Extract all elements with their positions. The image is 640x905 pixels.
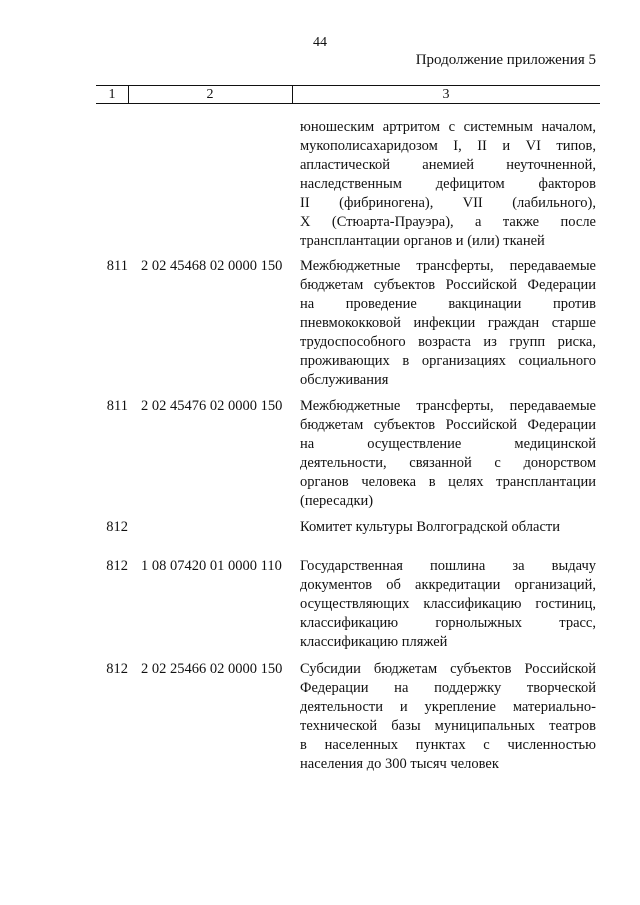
description-line: населения до 300 тысяч человек xyxy=(300,756,499,772)
description-line: классификацию горнолыжных трасс, xyxy=(300,615,596,631)
description-line: наследственным дефицитом факторов xyxy=(300,176,596,192)
description-line: на осуществление медицинской xyxy=(300,436,596,452)
admin-code-cell: 811 xyxy=(106,258,128,274)
description-line: II (фибриногена), VII (лабильного), xyxy=(300,195,596,211)
description-line: трудоспособного возраста из групп риска, xyxy=(300,334,596,350)
description-line: обслуживания xyxy=(300,372,389,388)
revenue-code-cell: 1 08 07420 01 0000 110 xyxy=(141,558,282,574)
table-header-top-rule xyxy=(96,85,600,86)
description-line: в населенных пунктах с численностью xyxy=(300,737,596,753)
description-line: мукополисахаридозом I, II и VI типов, xyxy=(300,138,596,154)
description-line: Межбюджетные трансферты, передаваемые xyxy=(300,258,596,274)
description-line: бюджетам субъектов Российской Федерации xyxy=(300,417,596,433)
description-line: деятельности и укрепление материально- xyxy=(300,699,596,715)
admin-code-cell: 812 xyxy=(106,661,128,677)
description-cell xyxy=(300,660,596,774)
description-line: Государственная пошлина за выдачу xyxy=(300,558,596,574)
description-cell xyxy=(300,518,596,537)
page-number: 44 xyxy=(313,35,327,50)
table-header-bottom-rule xyxy=(96,103,600,104)
table-header-col-3: 3 xyxy=(442,87,450,102)
description-line: технической базы муниципальных театров xyxy=(300,718,596,734)
description-cell xyxy=(300,557,596,652)
table-header-col-1: 1 xyxy=(108,87,116,102)
admin-code-cell: 812 xyxy=(106,519,128,535)
revenue-code-cell: 2 02 45468 02 0000 150 xyxy=(141,258,283,274)
description-line: Федерации на поддержку творческой xyxy=(300,680,596,696)
description-line: Комитет культуры Волгоградской области xyxy=(300,519,561,535)
admin-code-cell: 812 xyxy=(106,558,128,574)
description-line: классификацию пляжей xyxy=(300,634,448,650)
description-cell xyxy=(300,257,596,390)
description-cell xyxy=(300,118,596,251)
description-line: деятельности, связанной с донорством xyxy=(300,455,596,471)
table-header-col-2: 2 xyxy=(206,87,214,102)
description-line: апластической анемией неуточненной, xyxy=(300,157,596,173)
description-line: осуществляющих классификацию гостиниц, xyxy=(300,596,596,612)
admin-code-cell: 811 xyxy=(106,398,128,414)
description-line: Субсидии бюджетам субъектов Российской xyxy=(300,661,596,677)
description-line: пневмококковой инфекции граждан старше xyxy=(300,315,596,331)
revenue-code-cell: 2 02 25466 02 0000 150 xyxy=(141,661,283,677)
description-line: X (Стюарта-Прауэра), а также после xyxy=(300,214,596,230)
description-line: Межбюджетные трансферты, передаваемые xyxy=(300,398,596,414)
description-line: бюджетам субъектов Российской Федерации xyxy=(300,277,596,293)
description-line: (пересадки) xyxy=(300,493,374,509)
continuation-heading: Продолжение приложения 5 xyxy=(415,52,596,68)
description-cell xyxy=(300,397,596,511)
description-line: на проведение вакцинации против xyxy=(300,296,596,312)
revenue-code-cell: 2 02 45476 02 0000 150 xyxy=(141,398,283,414)
description-line: органов человека в целях трансплантации xyxy=(300,474,596,490)
description-line: проживающих в организациях социального xyxy=(300,353,596,369)
description-line: юношеским артритом с системным началом, xyxy=(300,119,596,135)
description-line: трансплантации органов и (или) тканей xyxy=(300,233,545,249)
description-line: документов об аккредитации организаций, xyxy=(300,577,596,593)
